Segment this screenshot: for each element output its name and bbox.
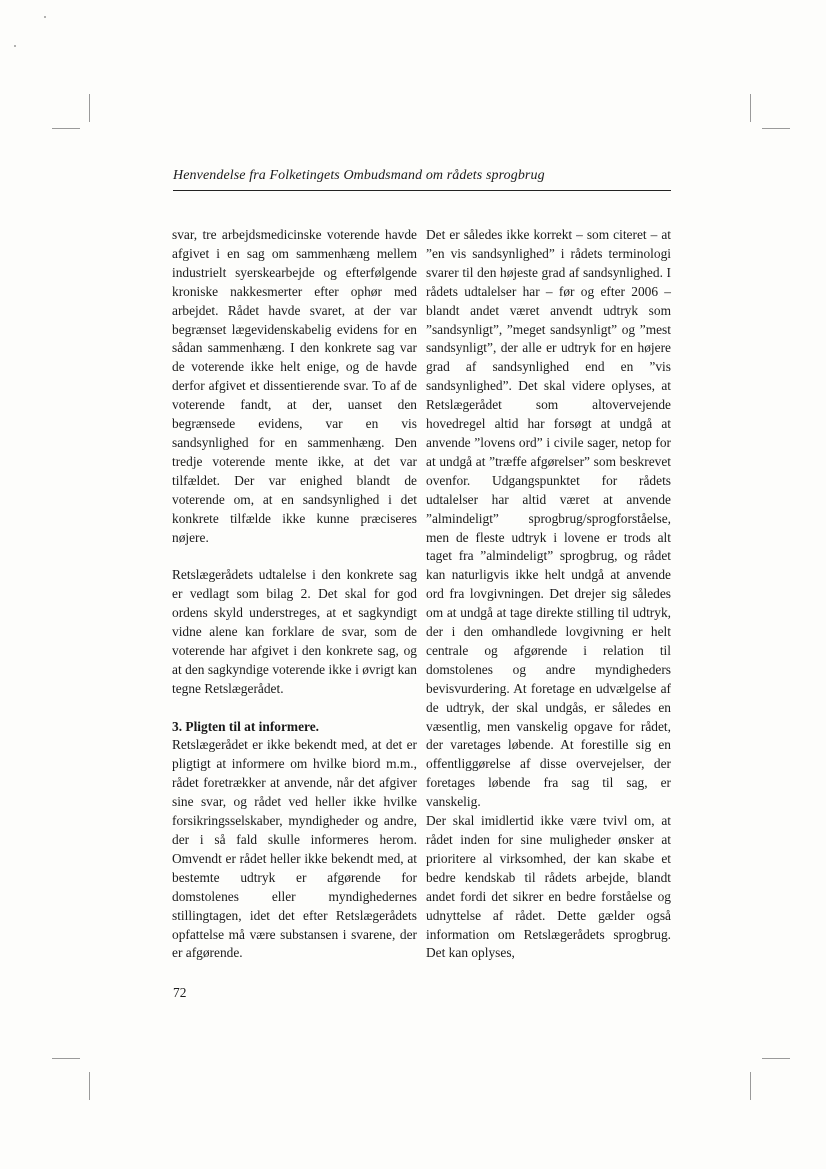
crop-mark [750, 1072, 751, 1100]
crop-mark [762, 128, 790, 129]
running-head: Henvendelse fra Folketingets Ombudsmand om rådets sprogbrug [173, 168, 671, 191]
page-number: 72 [173, 985, 187, 1000]
crop-mark [750, 94, 751, 122]
crop-mark [89, 94, 90, 122]
scan-speck [14, 45, 16, 47]
left-column [172, 226, 417, 963]
right-column [426, 226, 671, 963]
crop-mark [762, 1058, 790, 1059]
paragraph: svar, tre arbejdsmedicinske voterende havde afgivet i en sag om sammenhæng mellem industrielt syerskearbejde og efterfølgende kroniske nakkesmerter efter ophør med arbejdet. Rådet havde svaret, at der var begrænset lægevidenskabelig evidens for en sådan sammenhæng. I den konkrete sag var de voterende ikke helt enige, og de havde derfor afgivet et dissentierende svar. To af de voterende fandt, at der, uanset den begrænsede evidens, var en vis sandsynlighed for en sammenhæng. Den tredje voterende mente ikke, at det var tilfældet. Der var enighed blandt de voterende om, at en sandsynlighed i det konkrete tilfælde ikke kunne præciseres nøjere. [172, 227, 417, 545]
section-heading: 3. Pligten til at informere. [172, 718, 320, 734]
crop-mark [52, 128, 80, 129]
paragraph: Der skal imidlertid ikke være tvivl om, at rådet inden for sine muligheder ønsker at prioritere al virksomhed, der kan skabe et bedre kendskab til rådets arbejde, blandt andet fordi det sikrer en bedre forståelse og udnyttelse af rådet. Dette gælder også information om Retslægerådets sprogbrug. Det kan oplyses, [426, 813, 671, 961]
crop-mark [52, 1058, 80, 1059]
crop-mark [89, 1072, 90, 1100]
paragraph: Det er således ikke korrekt – som citeret – at ”en vis sandsynlighed” i rådets terminologi svarer til den højeste grad af sandsynlighed. I rådets udtalelser har – før og efter 2006 – blandt andet været anvendt udtryk som ”sandsynligt”, ”meget sandsynligt” og ”mest sandsynligt”, der alle er udtryk for en højere grad af sandsynlighed end en ”vis sandsynlighed”. Det skal videre oplyses, at Retslægerådet som altovervejende hovedregel altid har forsøgt at undgå at anvende ”lovens ord” i civile sager, netop for at undgå at ”træffe afgørelser” som beskrevet ovenfor. Udgangspunktet for rådets udtalelser har altid været at anvende ”almindeligt” sprogbrug/sprogforståelse, men de fleste udtryk i lovene er trods alt taget fra ”almindeligt” sprogbrug, og rådet kan naturligvis ikke helt undgå at anvende ord fra lovgivningen. Det drejer sig således om at undgå at tage direkte stilling til udtryk, der i den omhandlede lovgivning er helt centrale og afgørende i relation til domstolenes og andre myndigheders bevisvurdering. At foretage en udvælgelse af de udtryk, der skal undgås, er således en væsentlig, men vanskelig opgave for rådet, der varetages løbende. At forestille sig en offentliggørelse af disse overvejelser, der foretages løbende fra sag til sag, er vanskelig. [426, 227, 671, 810]
scan-speck [44, 16, 46, 18]
paragraph: Retslægerådets udtalelse i den konkrete sag er vedlagt som bilag 2. Det skal for god ordens skyld understreges, at et sagkyndigt vidne alene kan forklare de svar, som de voterende har afgivet i den konkrete sag, og at den sagkyndige voterende ikke i øvrigt kan tegne Retslægerådet. [172, 567, 417, 696]
paragraph: Retslægerådet er ikke bekendt med, at det er pligtigt at informere om hvilke biord m.m., rådet foretrækker at anvende, når det afgiver sine svar, og rådet ved heller ikke hvilke forsikringsselskaber, myndigheder og andre, der i så fald skulle informeres herom. Omvendt er rådet heller ikke bekendt med, at bestemte udtryk er afgørende for domstolenes eller myndighedernes stillingtagen, idet det efter Retslægerådets opfattelse må være substansen i svarene, der er afgørende. [172, 737, 417, 961]
